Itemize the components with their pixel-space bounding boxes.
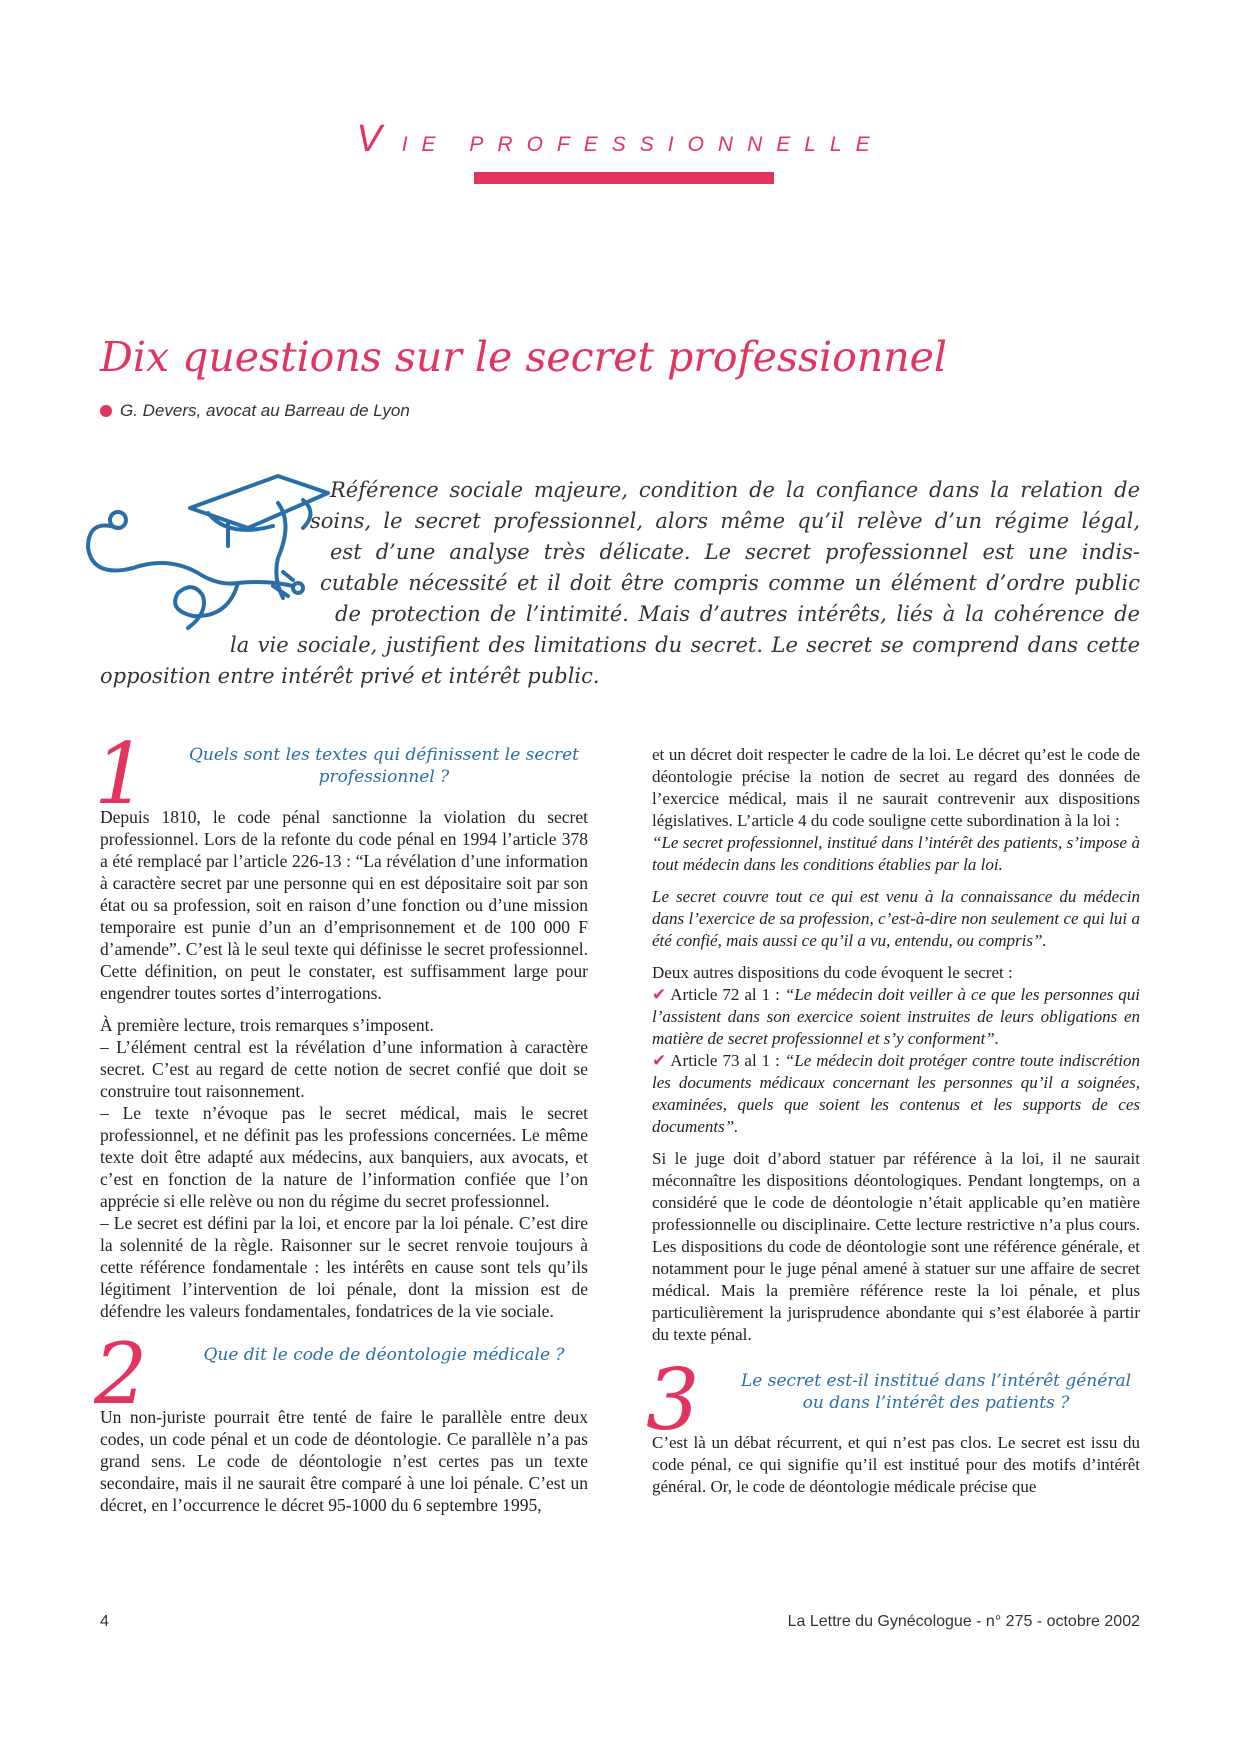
- intro-line: est d’une analyse très délicate. Le secret professionnel est une indis-: [330, 540, 1140, 564]
- journal-citation: La Lettre du Gynécologue - n° 275 - octobre 2002: [787, 1613, 1140, 1630]
- paragraph: À première lecture, trois remarques s’imposent.: [100, 1015, 434, 1035]
- bullet-dot: [100, 405, 112, 417]
- paragraph: Si le juge doit d’abord statuer par référence à la loi, il ne saurait méconnaître les dispositions déontologiques. Pendant longtemps, on a considéré que le code de déontologie n’était applicable qu’en matière professionnelle ou disciplinaire. Cette lecture restrictive n’a plus cours. Les dispositions du code de déontologie sont une référence générale, et notamment pour le juge pénal amené à statuer sur une affaire de secret médical. Mais la première référence reste la loi pénale, et plus particulièrement la jurisprudence abondante qui s’est élaborée à partir du texte pénal.: [652, 1149, 1140, 1344]
- paragraph: Depuis 1810, le code pénal sanctionne la violation du secret professionnel. Lors de la refonte du code pénal en 1994 l’article 378 a été remplacé par l’article 226-13 : “La révélation d’une information à caractère secret par une personne qui en est dépositaire soit par son état ou sa profession, soit en raison d’une fonction ou d’une mission temporaire est punie d’un an d’emprisonnement et de 100 000 F d’amende”. C’est là le seul texte qui définisse le secret professionnel. Cette définition, on peut le constater, est suffisamment large pour engendrer toutes sortes d’interrogations.: [100, 807, 588, 1003]
- paragraph: C’est là un débat récurrent, et qui n’est pas clos. Le secret est issu du code pénal, ce qui signifie qu’il est institué pour des motifs d’intérêt général. Or, le code de déontologie médicale précise que: [652, 1433, 1140, 1496]
- paragraph: Un non-juriste pourrait être tenté de faire le parallèle entre deux codes, un code pénal et un code de déontologie. Ce parallèle n’a pas grand sens. Le code de déontologie n’est certes pas un texte secondaire, mais il ne saurait être comparé à une loi pénale. C’est un décret, en l’occurrence le décret 95-1000 du 6 septembre 1995,: [100, 1407, 588, 1515]
- quote: Le secret couvre tout ce qui est venu à la connaissance du médecin dans l’exercice de sa profession, c’est-à-dire non seulement ce qui lui a été confié, mais aussi ce qu’il a vu, entendu, ou compris”.: [652, 887, 1140, 950]
- intro-line: cutable nécessité et il doit être compris comme un élément d’ordre public: [320, 571, 1140, 595]
- author: G. Devers, avocat au Barreau de Lyon: [120, 401, 410, 420]
- question-title: Quels sont les textes qui définissent le secret professionnel ?: [188, 745, 580, 787]
- question-number: 1: [94, 725, 148, 823]
- check-icon: ✔: [652, 1051, 667, 1070]
- paragraph: – L’élément central est la révélation d’une information à caractère secret. C’est au regard de cette notion de secret confié que doit se construire tout raisonnement.: [100, 1037, 588, 1101]
- quote: “Le secret professionnel, institué dans l’intérêt des patients, s’impose à tout médecin dans les conditions établies par la loi.: [652, 833, 1140, 874]
- section-rubric: [0, 118, 1240, 161]
- paragraph: et un décret doit respecter le cadre de la loi. Le décret qu’est le code de déontologie précise la notion de secret au regard des données de l’exercice médical, mais il ne saurait contrevenir aux dispositions législatives. L’article 4 du code souligne cette subordination à la loi :: [652, 745, 1140, 830]
- byline: [100, 401, 410, 421]
- rubric-underline: [474, 172, 774, 184]
- intro-line: la vie sociale, justifient des limitations du secret. Le secret se comprend dans cette: [230, 633, 1140, 657]
- question-title: Que dit le code de déontologie médicale ?: [203, 1345, 565, 1365]
- intro-line: de protection de l’intimité. Mais d’autres intérêts, liés à la cohérence de: [335, 602, 1140, 626]
- check-icon: ✔: [652, 985, 667, 1004]
- intro-line: opposition entre intérêt privé et intérêt public.: [100, 664, 600, 688]
- page-number: 4: [100, 1613, 109, 1630]
- question-number: 2: [94, 1325, 148, 1423]
- question-number: 3: [646, 1351, 700, 1449]
- rubric-initial: V: [356, 118, 402, 160]
- article-73: ✔ Article 73 al 1 : “Le médecin doit protéger contre toute indiscrétion les documents médicaux concernant les personnes qu’il a soignées, examinées, quels que soient les contenus et les supports de ces documents”.: [652, 1051, 1140, 1136]
- article-title: Dix questions sur le secret professionnel: [100, 333, 948, 381]
- right-column: [646, 744, 1141, 1508]
- question-1-heading: [94, 725, 588, 823]
- article-72: ✔ Article 72 al 1 : “Le médecin doit veiller à ce que les personnes qui l’assistent dans son exercice soient instruites de leurs obligations en matière de secret professionnel et s’y conforment”.: [652, 985, 1141, 1048]
- left-column: [94, 725, 588, 1526]
- intro-line: Référence sociale majeure, condition de la confiance dans la relation de: [330, 478, 1140, 502]
- rubric-rest: IE PROFESSIONNELLE: [401, 133, 884, 156]
- paragraph: – Le texte n’évoque pas le secret médical, mais le secret professionnel, et ne définit pas les professions concernées. Le même texte doit être adapté aux médecins, aux banquiers, aux avocats, et c’est en fonction de la nature de l’information confiée que l’on apprécie si elle relève ou non du régime du secret professionnel.: [100, 1103, 588, 1211]
- question-2-heading: [94, 1325, 588, 1423]
- question-title: Le secret est-il institué dans l’intérêt général ou dans l’intérêt des patients ?: [740, 1371, 1132, 1413]
- mortarboard-stethoscope-illustration: [78, 468, 353, 643]
- paragraph: – Le secret est défini par la loi, et encore par la loi pénale. C’est dire la solennité de la règle. Raisonner sur le secret renvoie toujours à cette référence fondamentale : les intérêts en cause sont tels qu’ils légitiment l’intervention de loi pénale, dont la mission est de défendre les valeurs fondamentales, fondatrices de la vie sociale.: [100, 1213, 588, 1321]
- intro-line: soins, le secret professionnel, alors même qu’il relève d’un régime légal,: [310, 509, 1140, 533]
- paragraph: Deux autres dispositions du code évoquent le secret :: [652, 963, 1013, 982]
- question-3-heading: [646, 1351, 1140, 1449]
